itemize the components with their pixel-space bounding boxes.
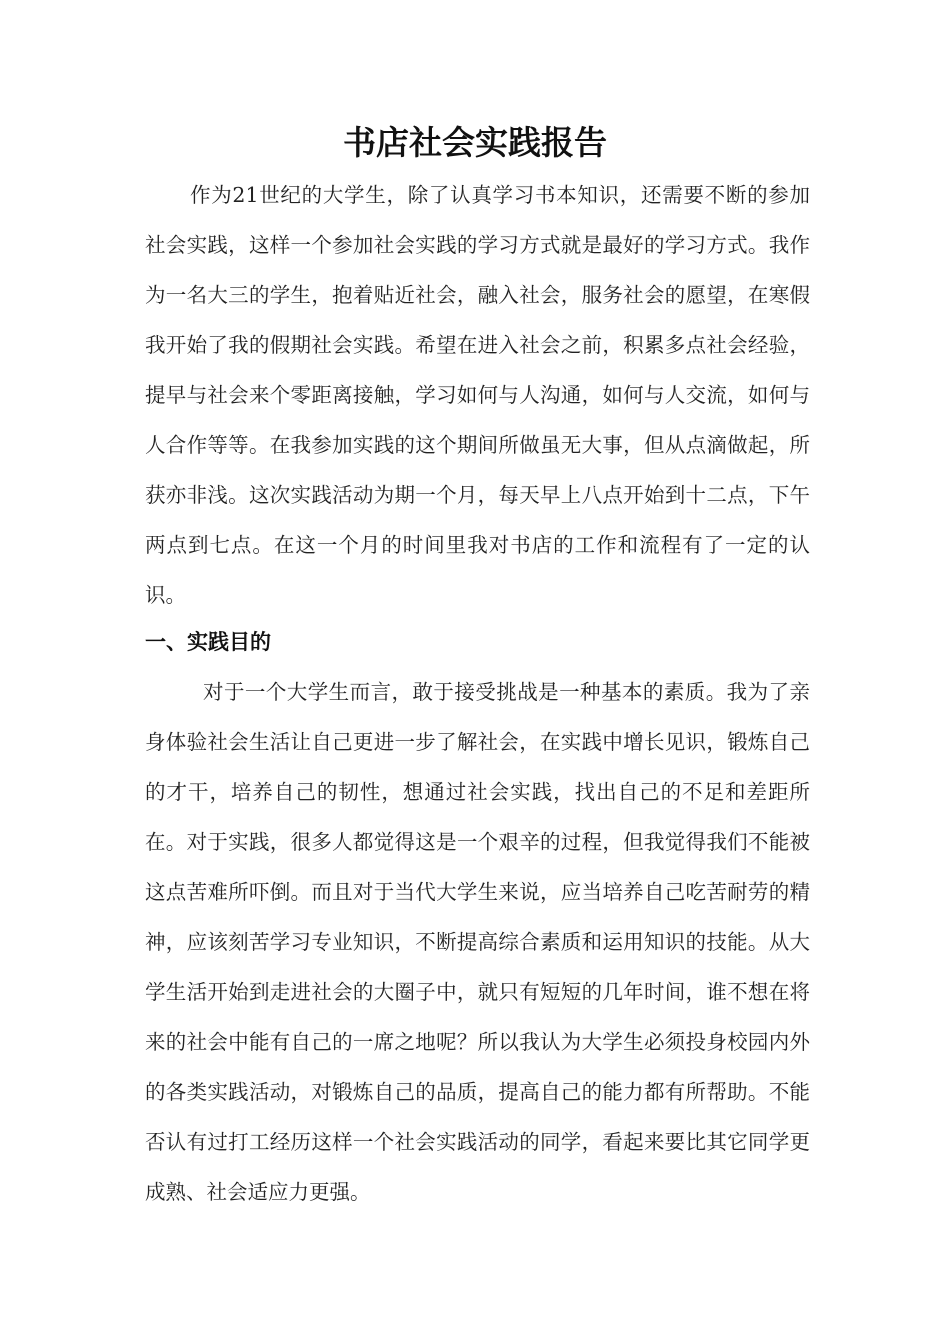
paragraph-intro: 作为21世纪的大学生，除了认真学习书本知识，还需要不断的参加社会实践，这样一个参加社会实践的学习方式就是最好的学习方式。我作为一名大三的学生，抱着贴近社会，融入社会，服务社会的愿望，在寒假我开始了我的假期社会实践。希望在进入社会之前，积累多点社会经验，提早与社会来个零距离接触，学习如何与人沟通，如何与人交流，如何与人合作等等。在我参加实践的这个期间所做虽无大事，但从点滴做起，所获亦非浅。这次实践活动为期一个月，每天早上八点开始到十二点，下午两点到七点。在这一个月的时间里我对书店的工作和流程有了一定的认识。 bbox=[145, 183, 810, 607]
document-title: 书店社会实践报告 bbox=[343, 123, 607, 162]
section-heading-purpose: 一、实践目的 bbox=[145, 630, 271, 654]
paragraph-purpose: 对于一个大学生而言，敢于接受挑战是一种基本的素质。我为了亲身体验社会生活让自己更进一步了解社会，在实践中增长见识，锻炼自己的才干，培养自己的韧性，想通过社会实践，找出自己的不足和差距所在。对于实践，很多人都觉得这是一个艰辛的过程，但我觉得我们不能被这点苦难所吓倒。而且对于当代大学生来说，应当培养自己吃苦耐劳的精神，应该刻苦学习专业知识，不断提高综合素质和运用知识的技能。从大学生活开始到走进社会的大圈子中，就只有短短的几年时间，谁不想在将来的社会中能有自己的一席之地呢？所以我认为大学生必须投身校园内外的各类实践活动，对锻炼自己的品质，提高自己的能力都有所帮助。不能否认有过打工经历这样一个社会实践活动的同学，看起来要比其它同学更成熟、社会适应力更强。 bbox=[145, 680, 810, 1204]
